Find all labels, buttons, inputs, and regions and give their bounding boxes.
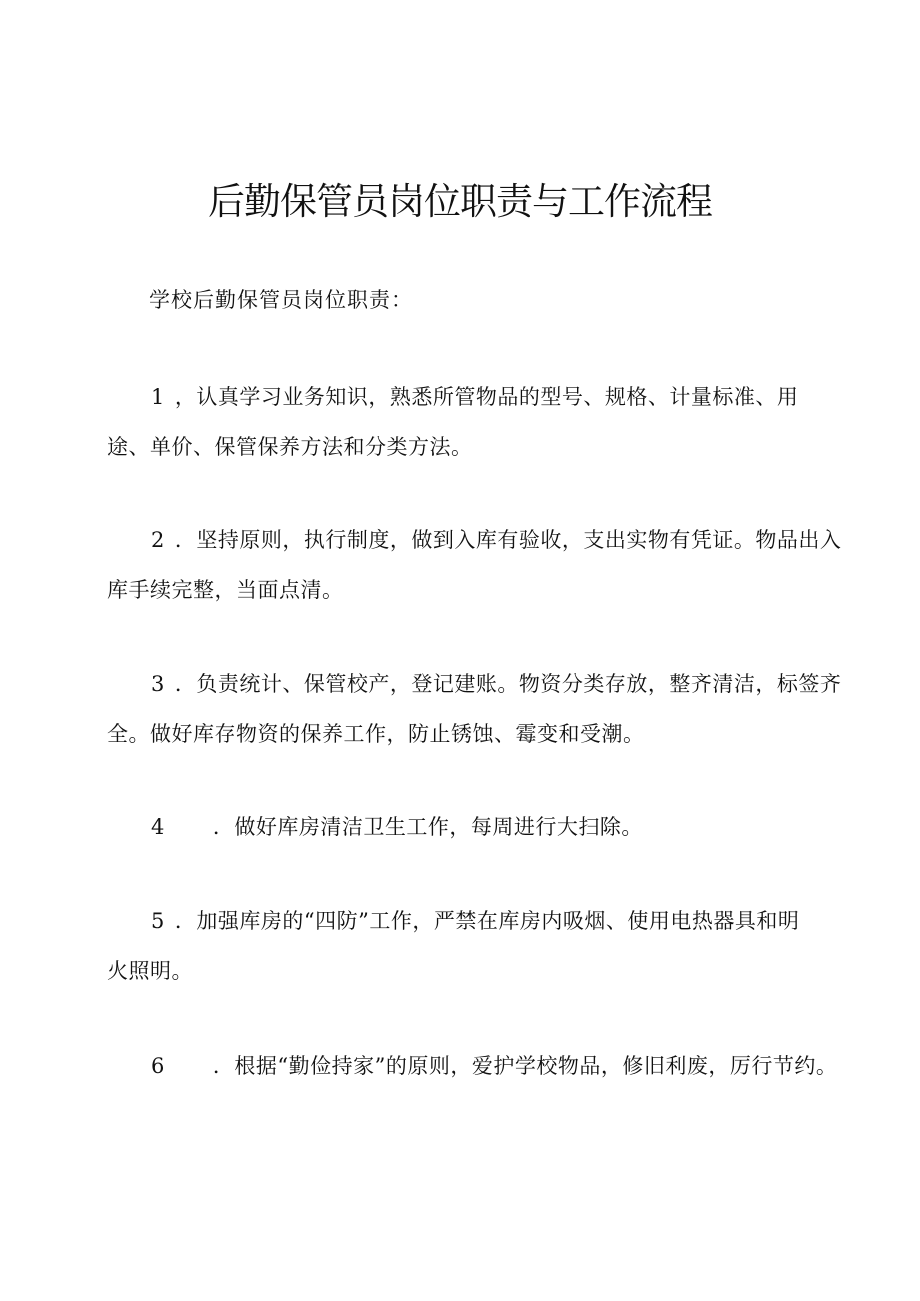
item-line bbox=[107, 659, 842, 709]
item-text: ．加强库房的“四防”工作，严禁在库房内吸烟、使用电热器具和明 bbox=[174, 909, 800, 933]
item-line-continuation: 全。做好库存物资的保养工作，防止锈蚀、霉变和受潮。 bbox=[107, 722, 645, 746]
item-line bbox=[107, 372, 807, 422]
item-number: 4 bbox=[151, 815, 165, 839]
item-text: ．做好库房清洁卫生工作，每周进行大扫除。 bbox=[212, 815, 643, 839]
item-line bbox=[107, 1041, 838, 1091]
page-title: 后勤保管员岗位职责与工作流程 bbox=[208, 180, 712, 223]
item-line bbox=[107, 896, 807, 946]
list-item-6 bbox=[107, 1041, 838, 1091]
item-number: 3 bbox=[151, 672, 165, 696]
item-text: ．负责统计、保管校产，登记建账。物资分类存放，整齐清洁，标签齐 bbox=[174, 672, 842, 696]
list-item-5 bbox=[107, 896, 807, 996]
section-heading: 学校后勤保管员岗位职责： bbox=[149, 288, 413, 312]
item-text: ．根据“勤俭持家”的原则，爱护学校物品，修旧利废，厉行节约。 bbox=[212, 1054, 838, 1078]
item-number: 5 bbox=[151, 909, 165, 933]
item-line bbox=[107, 802, 807, 852]
item-text: ，认真学习业务知识，熟悉所管物品的型号、规格、计量标准、用 bbox=[174, 385, 799, 409]
item-number: 2 bbox=[151, 528, 165, 552]
item-text: ．坚持原则，执行制度，做到入库有验收，支出实物有凭证。物品出入 bbox=[174, 528, 842, 552]
list-item-2 bbox=[107, 515, 842, 615]
list-item-3 bbox=[107, 659, 842, 759]
item-line-continuation: 火照明。 bbox=[107, 959, 193, 983]
list-item-1 bbox=[107, 372, 807, 472]
item-number: 1 bbox=[151, 385, 165, 409]
item-line-continuation: 库手续完整，当面点清。 bbox=[107, 578, 344, 602]
item-number: 6 bbox=[151, 1054, 165, 1078]
list-item-4 bbox=[107, 802, 807, 852]
item-line bbox=[107, 515, 842, 565]
item-line-continuation: 途、单价、保管保养方法和分类方法。 bbox=[107, 435, 473, 459]
